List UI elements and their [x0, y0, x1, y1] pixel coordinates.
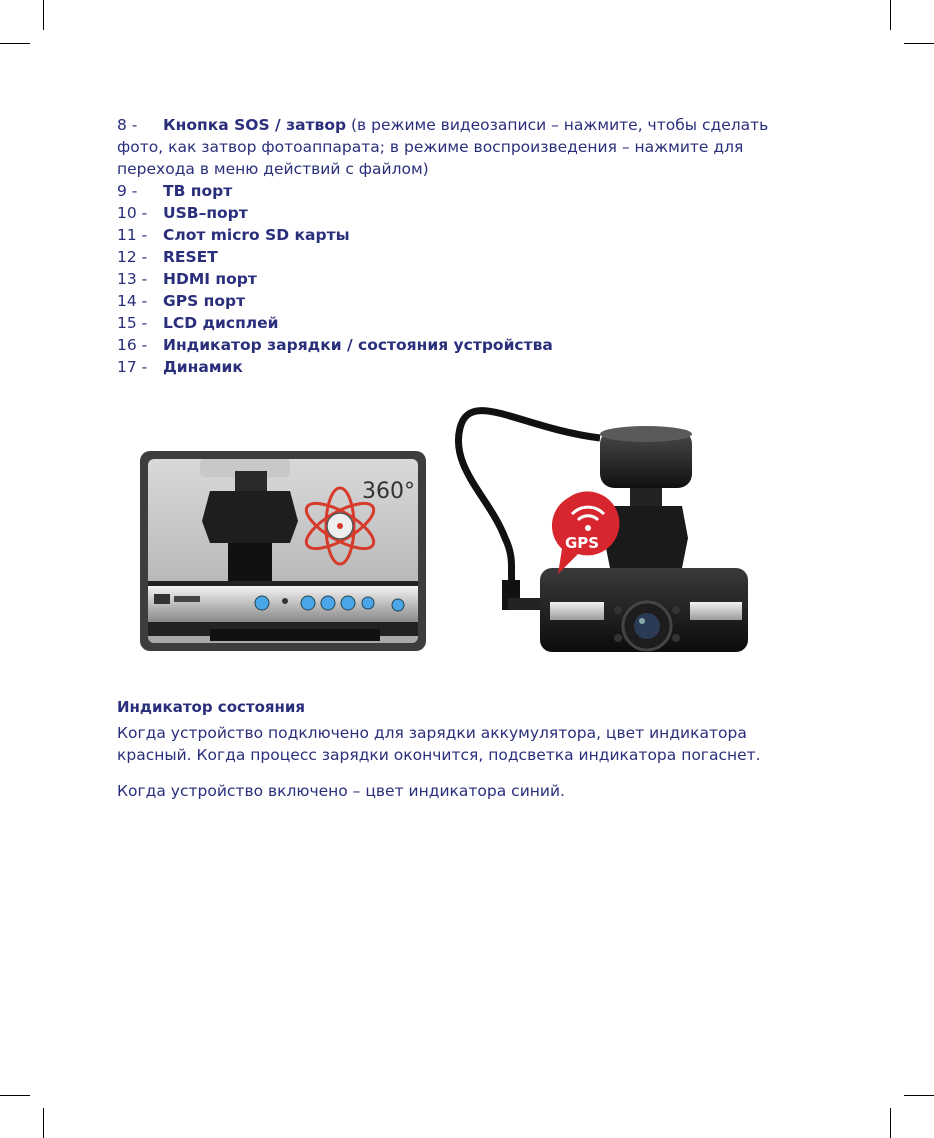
- item-number: 15 -: [117, 314, 148, 332]
- item-title: Слот micro SD карты: [163, 226, 350, 244]
- list-item: [117, 114, 797, 180]
- item-number: 14 -: [117, 292, 148, 310]
- item-title: RESET: [163, 248, 218, 266]
- item-number: 8 -: [117, 116, 138, 134]
- rotation-label: 360°: [362, 479, 415, 504]
- list-item: [117, 180, 797, 202]
- item-number: 9 -: [117, 182, 138, 200]
- item-number: 17 -: [117, 358, 148, 376]
- section-title: Индикатор состояния: [117, 698, 306, 716]
- item-title: ТВ порт: [163, 182, 233, 200]
- list-item: [117, 334, 797, 356]
- item-title: Динамик: [163, 358, 243, 376]
- gps-label: GPS: [565, 534, 600, 552]
- section-paragraph-charging: Когда устройство подключено для зарядки аккумулятора, цвет индикатора красный. Когда процесс зарядки окончится, подсветка индикатора погаснет.: [117, 724, 761, 764]
- list-item: [117, 246, 797, 268]
- item-title: LCD дисплей: [163, 314, 279, 332]
- item-title: HDMI порт: [163, 270, 257, 288]
- item-title: Индикатор зарядки / состояния устройства: [163, 336, 553, 354]
- gps-mount-illustration: [450, 388, 750, 658]
- crop-mark: [890, 0, 891, 30]
- item-title: USB–порт: [163, 204, 248, 222]
- list-item: [117, 224, 797, 246]
- mount-rotation-figure: [140, 451, 426, 651]
- parts-list: [117, 114, 797, 378]
- list-item: [117, 312, 797, 334]
- item-title: Кнопка SOS / затвор: [163, 116, 347, 134]
- crop-mark: [904, 43, 934, 44]
- item-description: (в режиме видеозаписи – нажмите, чтобы сделать фото, как затвор фотоаппарата; в режиме воспроизведения – нажмите для перехода в меню действий с файлом): [117, 116, 769, 178]
- crop-mark: [0, 1095, 30, 1096]
- crop-mark: [890, 1108, 891, 1138]
- item-number: 11 -: [117, 226, 148, 244]
- crop-mark: [43, 0, 44, 30]
- item-number: 10 -: [117, 204, 148, 222]
- item-number: 16 -: [117, 336, 148, 354]
- crop-mark: [0, 43, 30, 44]
- list-item: [117, 202, 797, 224]
- item-number: 13 -: [117, 270, 148, 288]
- item-number: 12 -: [117, 248, 148, 266]
- list-item: [117, 356, 797, 378]
- item-title: GPS порт: [163, 292, 246, 310]
- gps-mount-figure: [450, 388, 750, 658]
- section-paragraph-powered: Когда устройство включено – цвет индикатора синий.: [117, 782, 565, 800]
- crop-mark: [43, 1108, 44, 1138]
- list-item: [117, 290, 797, 312]
- list-item: [117, 268, 797, 290]
- crop-mark: [904, 1095, 934, 1096]
